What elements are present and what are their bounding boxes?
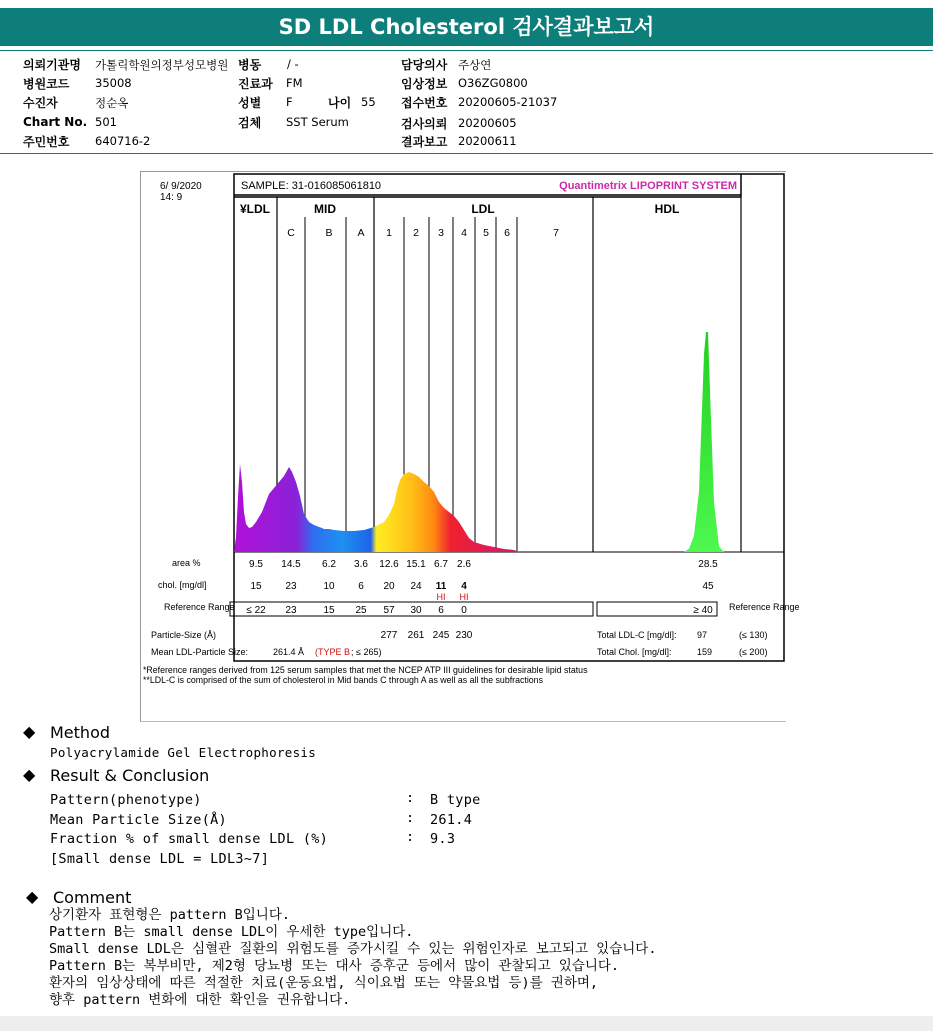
total-chol-value: 159 bbox=[697, 647, 713, 657]
report-date-label: 결과보고 bbox=[401, 135, 448, 149]
dept-label: 진료과 bbox=[238, 77, 273, 91]
band-label: 5 bbox=[483, 227, 489, 239]
dept-value: FM bbox=[286, 76, 303, 90]
area-value: 14.5 bbox=[281, 559, 301, 570]
mean-size-ref: ; ≤ 265) bbox=[351, 647, 382, 657]
footnote-2: **LDL-C is comprised of the sum of cholesterol in Mid bands C through A as well as all the subfractions bbox=[143, 675, 543, 685]
reference-value: 30 bbox=[410, 605, 422, 616]
hi-flag: HI bbox=[459, 592, 469, 602]
reference-value: 25 bbox=[355, 605, 367, 616]
sex-label: 성별 bbox=[238, 96, 262, 110]
band-label: C bbox=[287, 227, 295, 239]
specimen-label: 검체 bbox=[238, 116, 262, 130]
area-value: 9.5 bbox=[249, 559, 263, 570]
ssn-value: 640716-2 bbox=[95, 134, 151, 148]
reference-label: Reference Range bbox=[164, 602, 235, 612]
particle-size-value: 245 bbox=[432, 630, 450, 641]
lipoprint-report bbox=[140, 171, 800, 722]
area-value: 3.6 bbox=[354, 559, 368, 570]
footnote-1: *Reference ranges derived from 125 serum samples that met the NCEP ATP III guidelines for desirable lipid status bbox=[143, 665, 588, 675]
band-label: B bbox=[325, 227, 333, 239]
sample-id: SAMPLE: 31-016085061810 bbox=[241, 180, 382, 192]
total-ldl-label: Total LDL-C [mg/dl]: bbox=[597, 630, 677, 640]
result-value: B type bbox=[430, 792, 481, 808]
age-label: 나이 bbox=[328, 96, 352, 110]
chol-value: 24 bbox=[410, 581, 422, 592]
particle-size-label: Particle-Size (Å) bbox=[151, 630, 217, 640]
patient-info bbox=[0, 50, 933, 154]
chol-value: 23 bbox=[285, 581, 297, 592]
particle-size-value: 277 bbox=[380, 630, 398, 641]
clinical-value: O36ZG0800 bbox=[458, 76, 528, 90]
reference-value: 23 bbox=[285, 605, 297, 616]
result-colon: : bbox=[406, 790, 415, 806]
reference-value-hdl: ≥ 40 bbox=[693, 605, 713, 616]
mean-size-value: 261.4 Å bbox=[273, 647, 305, 657]
result-colon: : bbox=[406, 810, 415, 826]
chart-time: 14: 9 bbox=[160, 192, 183, 203]
section-label: HDL bbox=[654, 202, 680, 216]
bottom-bar bbox=[0, 1016, 933, 1031]
clinical-label: 임상정보 bbox=[401, 77, 448, 91]
result-note: [Small dense LDL = LDL3~7] bbox=[50, 851, 270, 867]
area-value: 6.7 bbox=[434, 559, 448, 570]
band-label: 2 bbox=[413, 227, 419, 239]
institution-value: 가톨릭학원의정부성모병원 bbox=[95, 58, 229, 72]
hi-flag: HI bbox=[436, 592, 446, 602]
lipoprint-chart bbox=[141, 172, 800, 723]
result-value: 9.3 bbox=[430, 831, 456, 847]
area-label: area % bbox=[172, 558, 201, 568]
request-value: 20200605 bbox=[458, 116, 517, 130]
band-label: 6 bbox=[504, 227, 510, 239]
mean-size-label: Mean LDL-Particle Size: bbox=[151, 647, 249, 657]
sex-value: F bbox=[286, 95, 293, 109]
ssn-label: 주민번호 bbox=[23, 135, 70, 149]
comment-bullet-icon: ◆ bbox=[26, 887, 39, 906]
comment-line: 상기환자 표현형은 pattern B입니다. bbox=[49, 907, 290, 923]
chart-date: 6/ 9/2020 bbox=[160, 181, 202, 192]
total-chol-ref: (≤ 200) bbox=[739, 647, 768, 657]
band-label: 4 bbox=[461, 227, 467, 239]
result-bullet-icon: ◆ bbox=[23, 765, 36, 784]
request-label: 검사의뢰 bbox=[401, 117, 448, 131]
info-bottom-border bbox=[0, 153, 933, 154]
method-bullet-icon: ◆ bbox=[23, 722, 36, 741]
result-heading: Result & Conclusion bbox=[50, 766, 210, 785]
chart-no-label: Chart No. bbox=[23, 115, 88, 129]
chol-value: 6 bbox=[358, 581, 364, 592]
comment-line: Pattern B는 small dense LDL이 우세한 type입니다. bbox=[49, 924, 414, 940]
reference-value: 0 bbox=[461, 605, 467, 616]
result-label: Fraction % of small dense LDL (%) bbox=[50, 831, 329, 847]
result-label: Pattern(phenotype) bbox=[50, 792, 202, 808]
age-value: 55 bbox=[361, 95, 376, 109]
total-chol-label: Total Chol. [mg/dl]: bbox=[597, 647, 672, 657]
band-label: 1 bbox=[386, 227, 392, 239]
particle-size-value: 261 bbox=[407, 630, 425, 641]
hdl-peak-area bbox=[684, 332, 724, 552]
comment-heading: Comment bbox=[53, 888, 132, 907]
total-ldl-value: 97 bbox=[697, 630, 708, 640]
ward-label: 병동 bbox=[238, 58, 262, 72]
area-value-hdl: 28.5 bbox=[698, 559, 718, 570]
comment-line: Pattern B는 복부비만, 제2형 당뇨병 또는 대사 증후군 등에서 많이 관찰되고 있습니다. bbox=[49, 958, 620, 974]
total-ldl-ref: (≤ 130) bbox=[739, 630, 768, 640]
particle-size-value: 230 bbox=[455, 630, 473, 641]
area-value: 12.6 bbox=[379, 559, 399, 570]
reference-value: 57 bbox=[383, 605, 395, 616]
reference-value: ≤ 22 bbox=[246, 605, 266, 616]
section-label: LDL bbox=[471, 202, 495, 216]
chol-value: 11 bbox=[435, 581, 447, 592]
institution-label: 의뢰기관명 bbox=[23, 58, 81, 72]
chol-value-hdl: 45 bbox=[702, 581, 714, 592]
reference-value: 6 bbox=[438, 605, 444, 616]
specimen-value: SST Serum bbox=[286, 115, 349, 129]
area-value: 2.6 bbox=[457, 559, 471, 570]
receipt-label: 접수번호 bbox=[401, 96, 448, 110]
comment-line: Small dense LDL은 심혈관 질환의 위험도를 증가시킬 수 있는 위험인자로 보고되고 있습니다. bbox=[49, 941, 657, 957]
band-label: 3 bbox=[438, 227, 444, 239]
section-label: MID bbox=[314, 202, 336, 216]
result-label: Mean Particle Size(Å) bbox=[50, 812, 227, 828]
method-text: Polyacrylamide Gel Electrophoresis bbox=[50, 745, 317, 760]
report-title: SD LDL Cholesterol 검사결과보고서 bbox=[0, 8, 933, 46]
result-value: 261.4 bbox=[430, 812, 473, 828]
chart-no-value: 501 bbox=[95, 115, 117, 129]
ward-value: / - bbox=[287, 57, 299, 71]
receipt-value: 20200605-21037 bbox=[458, 95, 558, 109]
reference-label-right: Reference Range bbox=[729, 602, 800, 612]
section-label: ¥LDL bbox=[240, 202, 270, 216]
area-value: 15.1 bbox=[406, 559, 426, 570]
method-heading: Method bbox=[50, 723, 111, 742]
band-label: A bbox=[357, 227, 365, 239]
reference-value: 15 bbox=[323, 605, 335, 616]
doctor-value: 주상연 bbox=[458, 58, 492, 72]
info-top-border bbox=[0, 50, 933, 51]
chart-system-title: Quantimetrix LIPOPRINT SYSTEM bbox=[559, 180, 737, 192]
chol-value: 20 bbox=[383, 581, 395, 592]
report-date-value: 20200611 bbox=[458, 134, 517, 148]
patient-value: 정순옥 bbox=[95, 96, 129, 110]
hospital-code-label: 병원코드 bbox=[23, 77, 70, 91]
doctor-label: 담당의사 bbox=[401, 58, 448, 72]
chol-value: 10 bbox=[323, 581, 335, 592]
result-colon: : bbox=[406, 829, 415, 845]
chol-label: chol. [mg/dl] bbox=[158, 580, 207, 590]
mean-size-type: (TYPE B bbox=[315, 647, 351, 657]
chol-value: 4 bbox=[461, 581, 467, 592]
comment-line: 향후 pattern 변화에 대한 확인을 권유합니다. bbox=[49, 992, 351, 1008]
patient-label: 수진자 bbox=[23, 96, 58, 110]
chol-value: 15 bbox=[250, 581, 262, 592]
area-value: 6.2 bbox=[322, 559, 336, 570]
comment-line: 환자의 임상상태에 따른 적절한 치료(운동요법, 식이요법 또는 약물요법 등)를 권하며, bbox=[49, 975, 599, 991]
band-label: 7 bbox=[553, 227, 559, 239]
hospital-code-value: 35008 bbox=[95, 76, 132, 90]
